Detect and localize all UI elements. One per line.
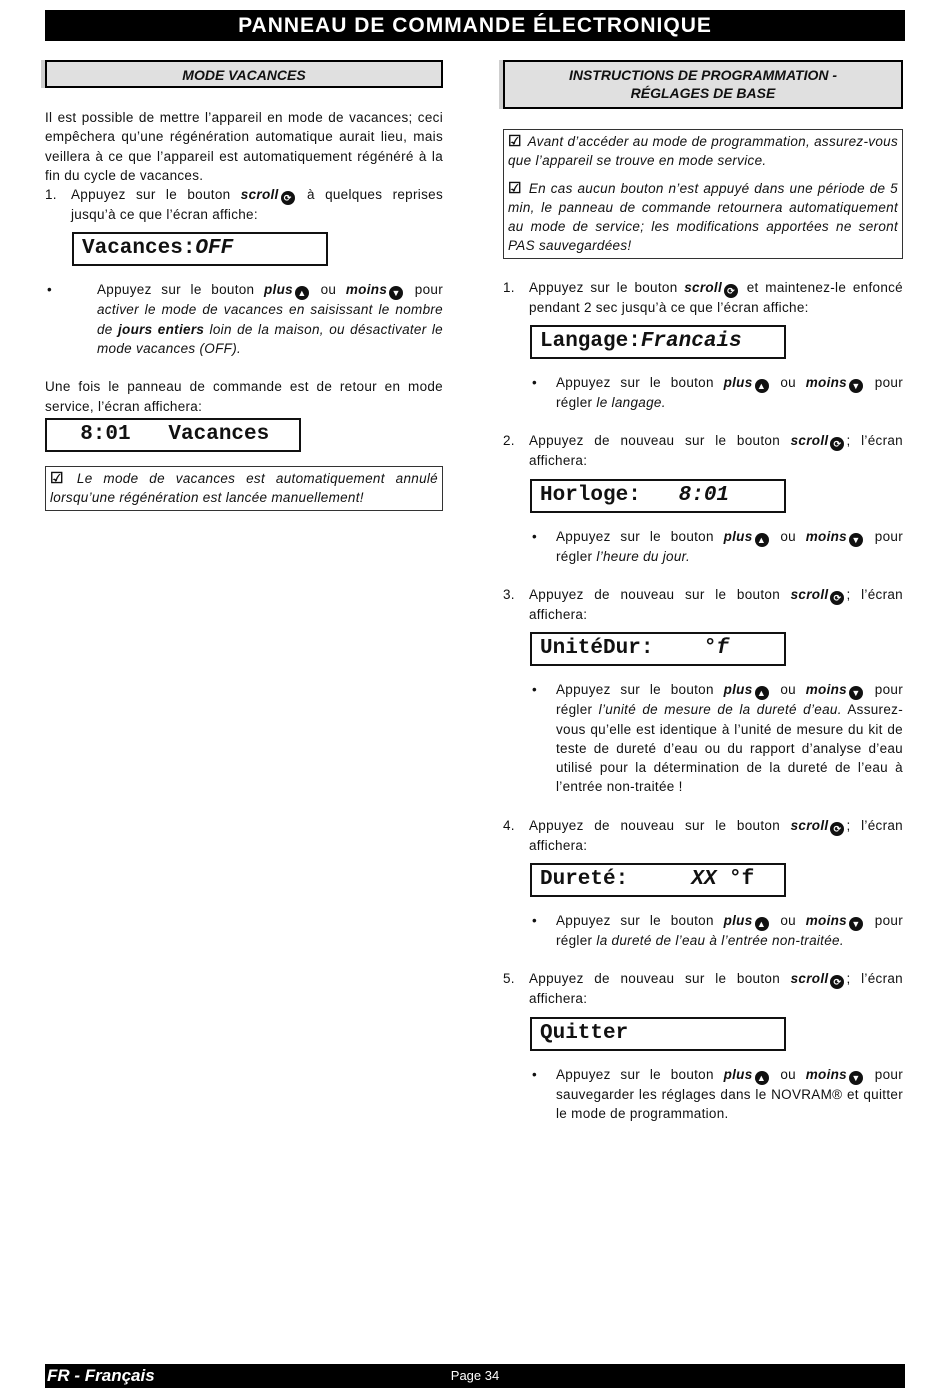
step-text: Appuyez sur le bouton scroll ⟳ à quelques reprises jusqu’à ce que l’écran affiche: [71,187,443,223]
footer-language: FR - Français [47,1366,155,1385]
step-1: 1. Appuyez sur le bouton scroll ⟳ et maintenez-le enfoncé pendant 2 sec jusqu’à ce que l’écran affiche: [503,279,903,315]
checkbox-icon: ☑ [50,469,64,487]
moins-down-icon: ▼ [849,379,863,393]
right-column [503,60,903,1123]
section-heading-programmation: INSTRUCTIONS DE PROGRAMMATION - RÉGLAGES DE BASE [503,60,903,109]
lcd-display-vacances: Vacances:OFF [72,232,328,266]
bullet-item: • Appuyez sur le bouton plus ▲ ou moins ▼ pour régler l’heure du jour. [532,528,903,564]
step-5: 5. Appuyez de nouveau sur le bouton scroll ⟳ ; l’écran affichera: [503,971,903,1007]
bullet-item: • Appuyez sur le bouton plus ▲ ou moins ▼ pour activer le mode de vacances en saisissant le nombre de jours entiers loin de la maison, ou désactivater le mode vacances (OFF). [47,282,444,357]
lcd-display-langage: Langage:Francais [530,325,786,359]
moins-down-icon: ▼ [389,286,403,300]
bullet-item: • Appuyez sur le bouton plus ▲ ou moins ▼ pour sauvegarder les réglages dans le NOVRAM® et quitter le mode de programmation. [532,1066,903,1121]
moins-down-icon: ▼ [849,533,863,547]
lcd-display-horloge: Horloge: 8:01 [530,479,786,513]
lcd-display-service: 8:01 Vacances [45,418,301,452]
lcd-display-quitter: Quitter [530,1017,786,1051]
footer-page-number: Page 34 [450,1368,500,1383]
checkbox-icon: ☑ [508,179,522,197]
step-4: 4. Appuyez de nouveau sur le bouton scroll ⟳ ; l’écran affichera: [503,817,903,853]
lcd-display-unitedur: UnitéDur: °f [530,632,786,666]
moins-down-icon: ▼ [849,917,863,931]
step-2: 2. Appuyez de nouveau sur le bouton scroll ⟳ ; l’écran affichera: [503,433,903,469]
intro-paragraph: Il est possible de mettre l’appareil en mode de vacances; ceci empêchera qu’une régénération automatique aurait lieu, mais veillera à ce que l’appareil est automatiquement régénéré à la fin du cycle de vacances. [45,110,443,183]
plus-up-icon: ▲ [755,686,769,700]
left-column [45,60,443,511]
section-heading-vacances: MODE VACANCES [45,60,443,88]
bullet-item: • Appuyez sur le bouton plus ▲ ou moins ▼ pour régler la dureté de l’eau à l’entrée non-traitée. [532,913,903,949]
bullet-item: • Appuyez sur le bouton plus ▲ ou moins ▼ pour régler l’unité de mesure de la dureté d’eau. Assurez-vous qu’elle est identique à l’unité de mesure du kit de teste de dureté d’eau ou du rapport d’analyse d’eau utilisé pour la détermination de la dureté de l’eau à l’entrée non-traitée ! [532,682,904,795]
scroll-icon: ⟳ [724,284,738,298]
plus-up-icon: ▲ [755,917,769,931]
scroll-icon: ⟳ [830,591,844,605]
moins-down-icon: ▼ [849,1071,863,1085]
step-3: 3. Appuyez de nouveau sur le bouton scroll ⟳ ; l’écran affichera: [503,586,903,622]
checkbox-icon: ☑ [508,133,522,150]
moins-down-icon: ▼ [849,686,863,700]
plus-up-icon: ▲ [295,286,309,300]
plus-up-icon: ▲ [755,533,769,547]
plus-up-icon: ▲ [755,1071,769,1085]
after-paragraph: Une fois le panneau de commande est de retour en mode service, l’écran affichera: [45,379,443,414]
note-box: ☑ Le mode de vacances est automatiquement annulé lorsqu’une régénération est lancée manuellement! [45,466,443,511]
scroll-icon: ⟳ [830,822,844,836]
page-title: PANNEAU DE COMMANDE ÉLECTRONIQUE [45,10,905,41]
note-box: ☑ Avant d’accéder au mode de programmation, assurez-vous que l’appareil se trouve en mode service. ☑ En cas aucun bouton n’est appuyé dans une période de 5 min, le panneau de commande retournera automatiquement au mode de service; les modifications apportées ne seront PAS sauvegardées! [503,129,903,259]
page-footer [45,1364,905,1388]
bullet-item: • Appuyez sur le bouton plus ▲ ou moins ▼ pour régler le langage. [532,375,903,411]
scroll-icon: ⟳ [281,191,295,205]
scroll-icon: ⟳ [830,437,844,451]
step-1 [45,185,443,224]
lcd-display-durete: Dureté: XX °f [530,863,786,897]
plus-up-icon: ▲ [755,379,769,393]
step-number: 1. [45,187,57,203]
scroll-icon: ⟳ [830,975,844,989]
